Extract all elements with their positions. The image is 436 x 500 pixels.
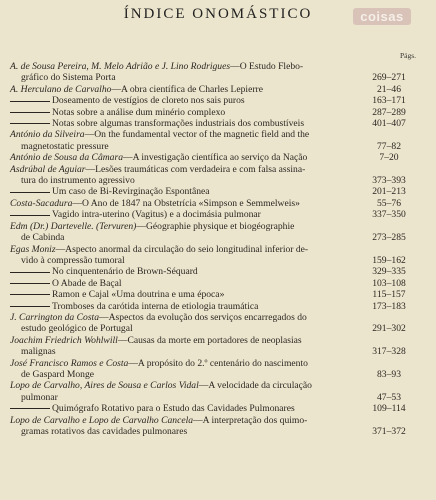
entry-line <box>10 61 348 72</box>
entry-pages: 373–393 <box>372 175 406 187</box>
ditto-rule <box>10 283 50 284</box>
entry-line <box>10 209 348 220</box>
entry-pages: 317–328 <box>372 346 406 358</box>
entry-title: —O Ano de 1847 na Obstetrícia «Simpson e Semmelweis» <box>72 197 300 209</box>
entry-title: gramas rotativos das cavidades pulmonares <box>21 426 188 437</box>
entry-line <box>10 380 348 391</box>
entry-title: Tromboses da carótida interna de etiologia traumática <box>52 300 259 312</box>
entry-pages: 163–171 <box>372 95 406 107</box>
entry-line <box>10 266 348 277</box>
entry-title: —O Estudo Flebo- <box>230 61 304 72</box>
entry-line <box>10 129 348 140</box>
ditto-rule <box>10 306 50 307</box>
ditto-rule <box>10 101 50 102</box>
entry-pages: 109–114 <box>372 403 406 415</box>
index-entry <box>10 152 428 163</box>
entry-author: Lopo de Carvalho e Lopo de Carvalho Cancela <box>10 414 194 426</box>
entry-pages: 21–46 <box>377 83 401 95</box>
entry-title: Quimógrafo Rotativo para o Estudo das Cavidades Pulmonares <box>52 403 295 415</box>
index-entry <box>10 403 428 414</box>
entry-pages: 401–407 <box>372 118 406 130</box>
index-entry <box>10 84 428 95</box>
entry-author: A. Herculano de Carvalho <box>10 83 112 95</box>
index-entry <box>10 380 428 403</box>
entry-pages: 159–162 <box>372 254 406 266</box>
ditto-rule <box>10 272 50 273</box>
entry-title: vido à compressão tumoral <box>21 254 125 266</box>
entry-line <box>10 141 348 152</box>
entry-author: J. Carrington da Costa <box>10 311 100 323</box>
index-entry <box>10 198 428 209</box>
entry-line <box>10 232 348 243</box>
entry-author: Edm (Dr.) Dartevelle. (Tervuren) <box>10 220 137 232</box>
ditto-rule <box>10 112 50 113</box>
entry-title: Um caso de Bi-Revirginação Espontânea <box>52 186 210 198</box>
entry-line <box>10 72 348 83</box>
entry-title: tura do instrumento agressivo <box>21 175 135 187</box>
entry-line <box>10 301 348 312</box>
index-entry <box>10 289 428 300</box>
entry-line <box>10 426 348 437</box>
entry-line <box>10 221 348 232</box>
entry-title: —A velocidade da circulação <box>198 380 312 392</box>
entry-line <box>10 164 348 175</box>
index-entry <box>10 266 428 277</box>
entry-title: —A propósito do 2.º centenário do nascimento <box>128 357 308 369</box>
entry-line <box>10 278 348 289</box>
entry-title: malignas <box>21 346 56 358</box>
entry-pages: 371–372 <box>372 426 406 437</box>
entry-line <box>10 323 348 334</box>
entry-line <box>10 175 348 186</box>
entry-pages: 269–271 <box>372 72 406 84</box>
ditto-rule <box>10 294 50 295</box>
entry-title: pulmonar <box>21 391 58 403</box>
entry-pages: 291–302 <box>372 323 406 335</box>
entry-title: —Aspecto anormal da circulação do seio longitudinal inferior de- <box>55 243 309 255</box>
index-entry <box>10 301 428 312</box>
entry-pages: 173–183 <box>372 300 406 312</box>
entry-pages: 273–285 <box>372 232 406 244</box>
entry-line <box>10 244 348 255</box>
entry-title: —A interpretação dos quimo- <box>193 414 308 426</box>
entry-author: António de Sousa da Câmara <box>10 152 123 164</box>
entry-author: Asdrúbal de Aguiar <box>10 163 86 175</box>
entry-line <box>10 186 348 197</box>
entry-line <box>10 312 348 323</box>
entry-author: A. de Sousa Pereira, M. Melo Adrião e J. Lino Rodrigues <box>10 61 231 72</box>
entry-line <box>10 107 348 118</box>
index-entry <box>10 209 428 220</box>
entry-line <box>10 335 348 346</box>
index-entry <box>10 118 428 129</box>
entry-title: —Lesões traumáticas com verdadeira e com falsa assina- <box>85 163 306 175</box>
index-entry <box>10 244 428 267</box>
index-entry <box>10 415 428 438</box>
entry-line <box>10 152 348 163</box>
entry-pages: 287–289 <box>372 106 406 118</box>
entry-title: —Aspectos da evolução dos serviços encarregados do <box>99 311 307 323</box>
index-entry <box>10 186 428 197</box>
entry-title: No cinquentenário de Brown-Séquard <box>52 266 198 278</box>
entry-title: gráfico do Sistema Porta <box>21 72 116 84</box>
entry-title: de Gaspard Monge <box>21 368 94 380</box>
ditto-rule <box>10 215 50 216</box>
index-entry <box>10 107 428 118</box>
entry-title: de Cabinda <box>21 232 65 244</box>
index-entry <box>10 278 428 289</box>
entry-author: Egas Moniz <box>10 243 56 255</box>
entry-line <box>10 346 348 357</box>
stamp-logo: coisas <box>353 8 411 25</box>
index-entry <box>10 221 428 244</box>
entry-author: António da Silveira <box>10 129 85 141</box>
index-entry <box>10 129 428 152</box>
entry-title: —Causas da morte em portadores de neoplasias <box>117 334 302 346</box>
entry-title: O Abade de Baçal <box>52 277 122 289</box>
entry-title: —Géographie physique et biogéographie <box>136 220 295 232</box>
entry-line <box>10 289 348 300</box>
index-entry <box>10 61 428 84</box>
entry-author: José Francisco Ramos e Costa <box>10 357 129 369</box>
index-entry <box>10 164 428 187</box>
entry-pages: 115–157 <box>372 289 406 301</box>
entry-title: Vagido intra-uterino (Vagitus) e a docimásia pulmonar <box>52 209 261 221</box>
entry-pages: 337–350 <box>372 209 406 221</box>
entry-pages: 47–53 <box>377 391 401 403</box>
entry-author: Costa-Sacadura <box>10 197 73 209</box>
entry-line <box>10 84 348 95</box>
entry-line <box>10 198 348 209</box>
entry-pages: 103–108 <box>372 277 406 289</box>
entry-line <box>10 403 348 414</box>
entry-title: magnetostatic pressure <box>21 140 109 152</box>
entry-title: —A investigação científica ao serviço da Nação <box>123 152 308 164</box>
entry-line <box>10 415 348 426</box>
entry-title: —A obra científica de Charles Lepierre <box>111 83 264 95</box>
index-entry <box>10 335 428 358</box>
index-entry <box>10 312 428 335</box>
ditto-rule <box>10 123 50 124</box>
entry-author: Lopo de Carvalho, Aires de Sousa e Carlos Vidal <box>10 380 199 392</box>
entry-line <box>10 358 348 369</box>
entry-line <box>10 95 348 106</box>
entry-title: Ramon e Cajal «Uma doutrina e uma época» <box>52 289 225 301</box>
entry-title: estudo geológico de Portugal <box>21 323 133 335</box>
entry-line <box>10 118 348 129</box>
entry-line <box>10 369 348 380</box>
ditto-rule <box>10 408 50 409</box>
entry-pages: 77–82 <box>377 140 401 152</box>
entry-pages: 7–20 <box>379 152 399 164</box>
entry-title: Doseamento de vestígios de cloreto nos sais puros <box>52 95 245 107</box>
entry-line <box>10 392 348 403</box>
index-entry <box>10 95 428 106</box>
page-title: ÍNDICE ONOMÁSTICO <box>123 6 313 22</box>
pages-column-header: Págs. <box>399 51 416 60</box>
ditto-rule <box>10 192 50 193</box>
entry-title: —On the fundamental vector of the magnetic field and the <box>84 129 310 141</box>
entry-line <box>10 255 348 266</box>
index-entries <box>10 61 428 437</box>
entry-pages: 55–76 <box>377 197 401 209</box>
entry-title: Notas sobre a análise dum minério complexo <box>52 106 226 118</box>
entry-author: Joachim Friedrich Wohlwill <box>10 334 118 346</box>
entry-pages: 201–213 <box>372 186 406 198</box>
entry-pages: 329–335 <box>372 266 406 278</box>
index-entry <box>10 358 428 381</box>
entry-pages: 83–93 <box>377 368 401 380</box>
entry-title: Notas sobre algumas transformações industriais dos combustíveis <box>52 118 305 130</box>
